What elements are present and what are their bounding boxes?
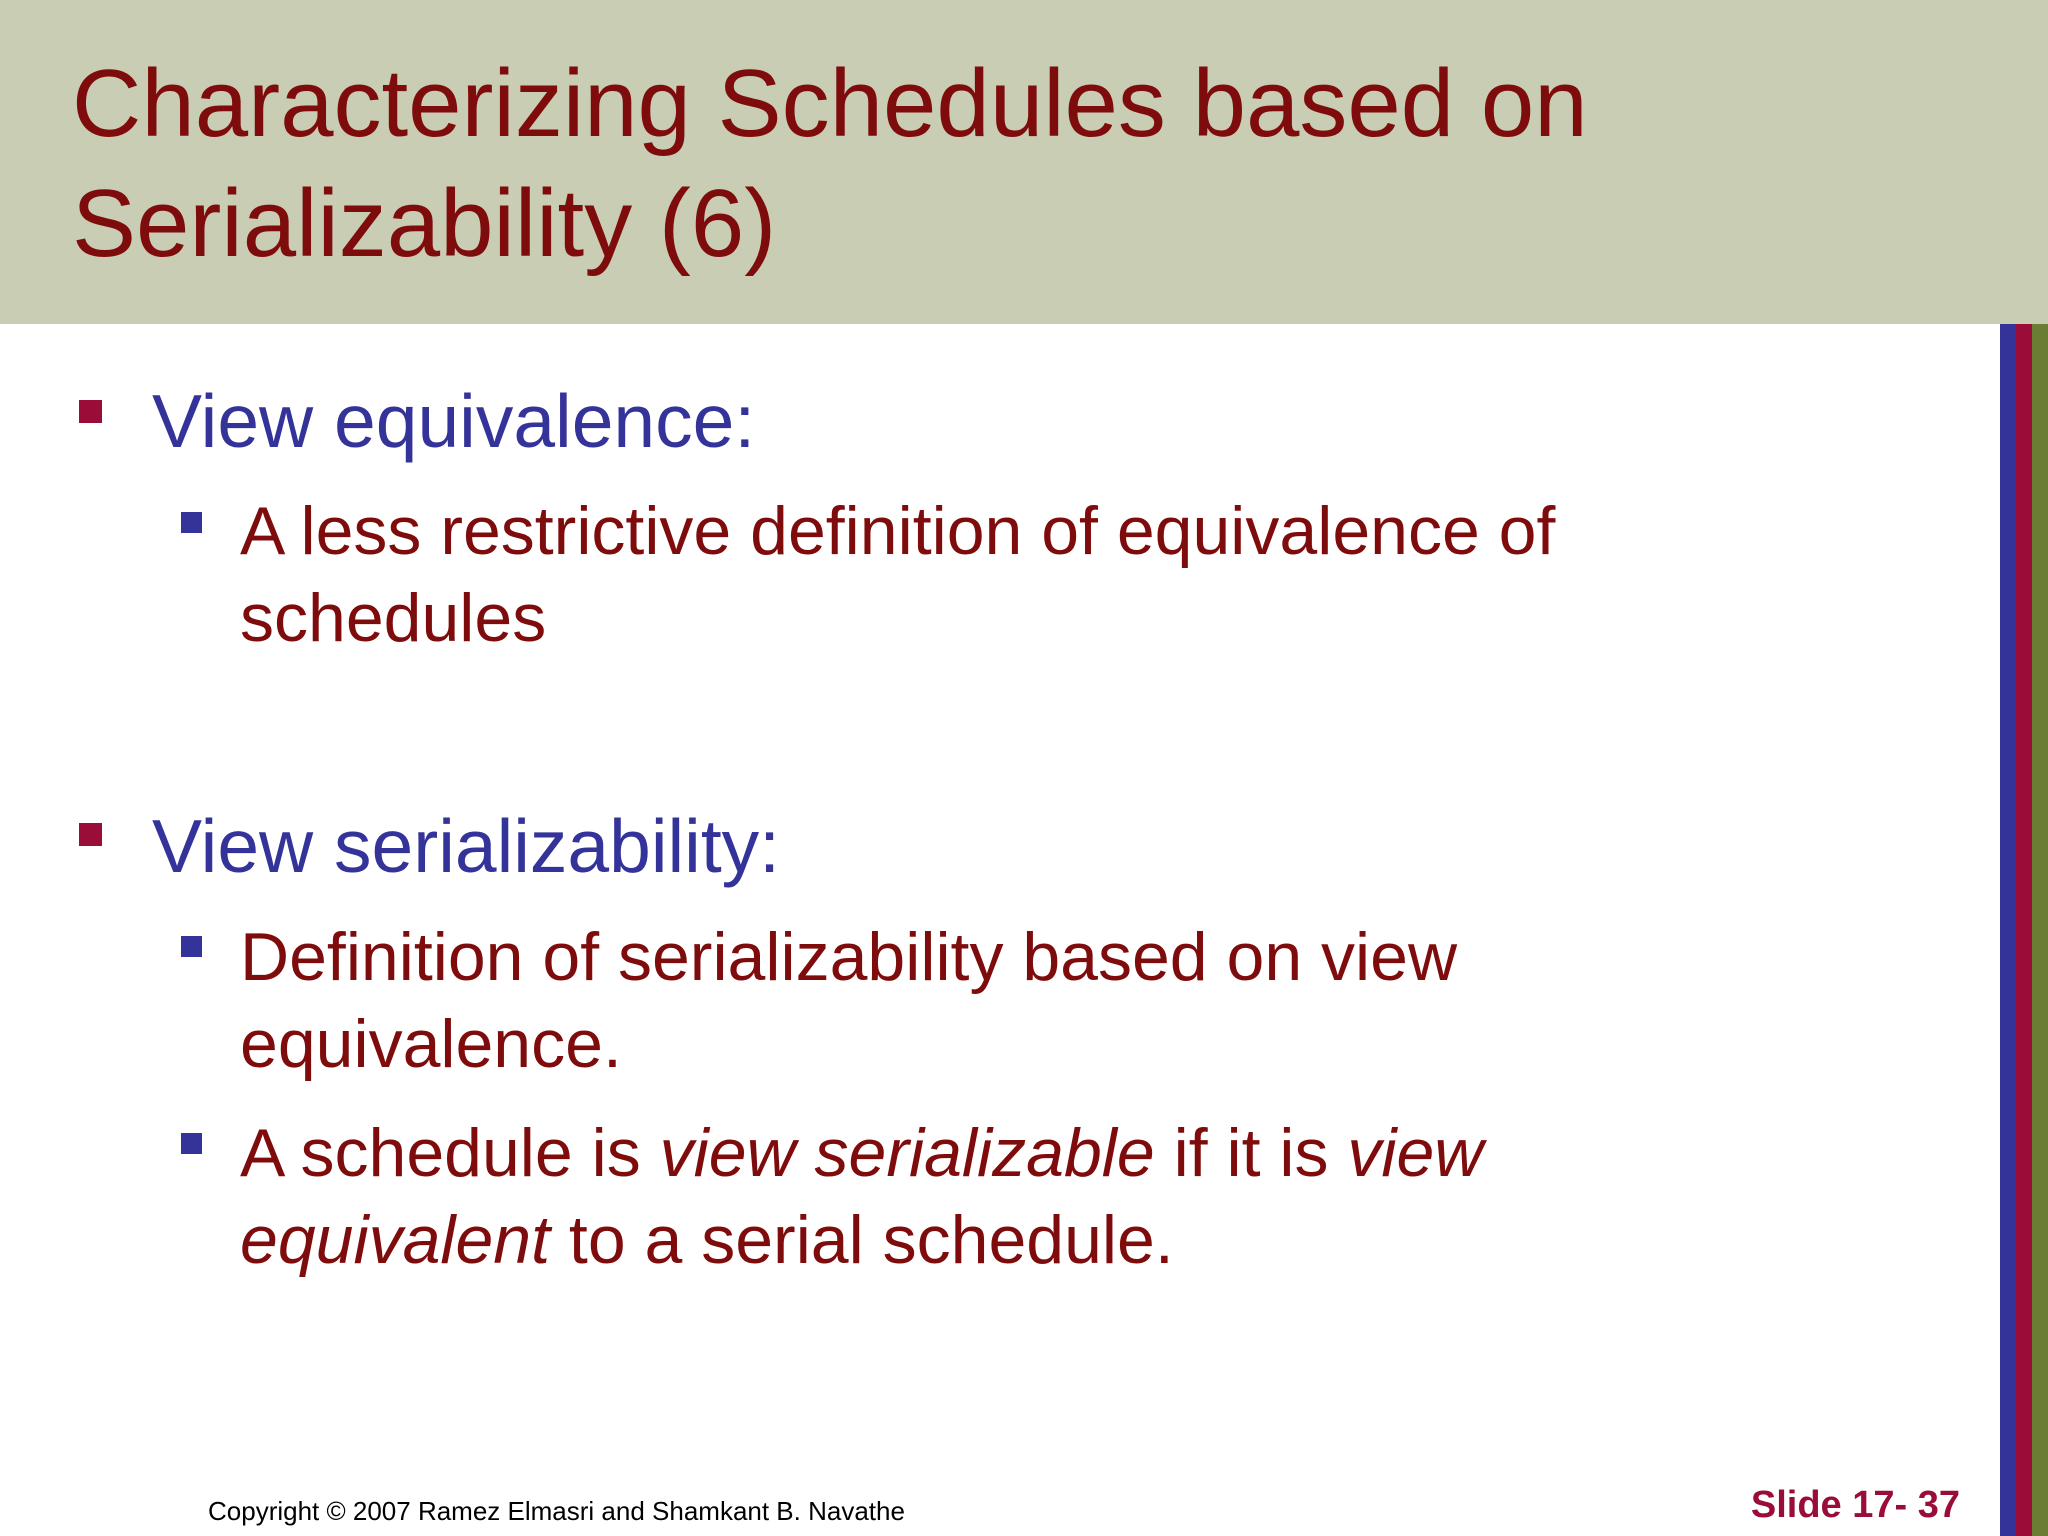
- subbullet-text: [240, 1110, 1740, 1284]
- emphasized-term: equivalent: [240, 1202, 551, 1278]
- square-subbullet-icon: [181, 1133, 202, 1154]
- plain-text: if it is: [1154, 1115, 1348, 1191]
- subbullet-line: Definition of serializability based on view: [240, 919, 1458, 995]
- slide-title-line-1: Characterizing Schedules based on: [72, 50, 1588, 157]
- square-bullet-icon: [79, 823, 102, 846]
- subbullet-line: equivalence.: [240, 1006, 622, 1082]
- subbullet-line: [240, 1197, 1740, 1284]
- slide-number: Slide 17- 37: [1750, 1484, 1960, 1526]
- footer-copyright: Copyright © 2007 Ramez Elmasri and Shamkant B. Navathe: [208, 1496, 905, 1526]
- plain-text: to a serial schedule.: [550, 1202, 1174, 1278]
- plain-text: A schedule is: [240, 1115, 660, 1191]
- emphasized-term: view serializable: [659, 1115, 1155, 1191]
- square-subbullet-icon: [181, 512, 202, 533]
- bullet-heading: View serializability:: [152, 804, 781, 888]
- emphasized-term: view: [1347, 1115, 1484, 1191]
- slide-title-line-2: Serializability (6): [72, 170, 777, 277]
- square-bullet-icon: [79, 400, 102, 423]
- subbullet-line: schedules: [240, 580, 547, 656]
- subbullet-line: [240, 1110, 1740, 1197]
- subbullet-text: [240, 914, 1740, 1088]
- square-subbullet-icon: [181, 936, 202, 957]
- subbullet-text: [240, 488, 1740, 662]
- subbullet-line: A less restrictive definition of equivalence of: [240, 493, 1556, 569]
- bullet-heading: View equivalence:: [152, 379, 756, 463]
